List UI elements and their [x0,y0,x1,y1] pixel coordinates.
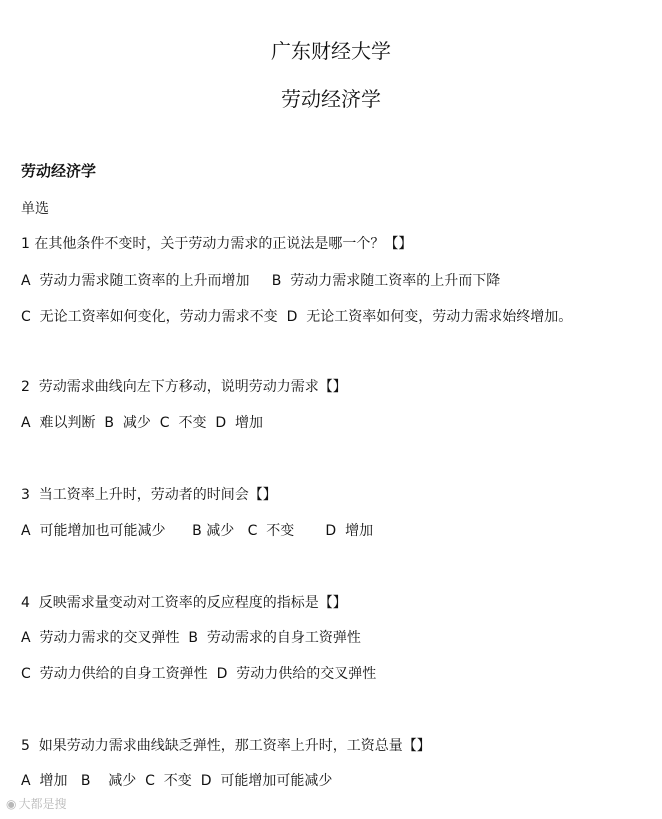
question-3-stem: 3 当工资率上升时，劳动者的时间会【】 [21,487,277,503]
question-1-options-cd: C 无论工资率如何变化，劳动力需求不变 D 无论工资率如何变，劳动力需求始终增加。 [21,309,573,325]
question-type-label: 单选 [21,201,49,217]
question-4-options-ab: A 劳动力需求的交叉弹性 B 劳动需求的自身工资弹性 [21,630,361,646]
section-heading: 劳动经济学 [21,162,97,180]
question-5-stem: 5 如果劳动力需求曲线缺乏弹性，那工资率上升时，工资总量【】 [21,738,431,754]
question-1-stem: 1 在其他条件不变时，关于劳动力需求的正说法是哪一个？【】 [21,236,413,252]
watermark [6,795,67,812]
question-4-options-cd: C 劳动力供给的自身工资弹性 D 劳动力供给的交叉弹性 [21,666,377,682]
course-title: 劳动经济学 [281,87,381,111]
eye-icon: ◉ [6,797,17,811]
question-3-options: A 可能增加也可能减少 B 减少 C 不变 D 增加 [21,523,374,539]
university-title: 广东财经大学 [271,39,391,63]
question-5-options: A 增加 B 减少 C 不变 D 可能增加可能减少 [21,773,333,789]
question-2-stem: 2 劳动需求曲线向左下方移动，说明劳动力需求【】 [21,379,347,395]
question-2-options: A 难以判断 B 减少 C 不变 D 增加 [21,415,264,431]
watermark-text: 大都是搜 [18,797,67,811]
question-4-stem: 4 反映需求量变动对工资率的反应程度的指标是【】 [21,595,347,611]
question-1-options-ab: A 劳动力需求随工资率的上升而增加 B 劳动力需求随工资率的上升而下降 [21,273,501,289]
